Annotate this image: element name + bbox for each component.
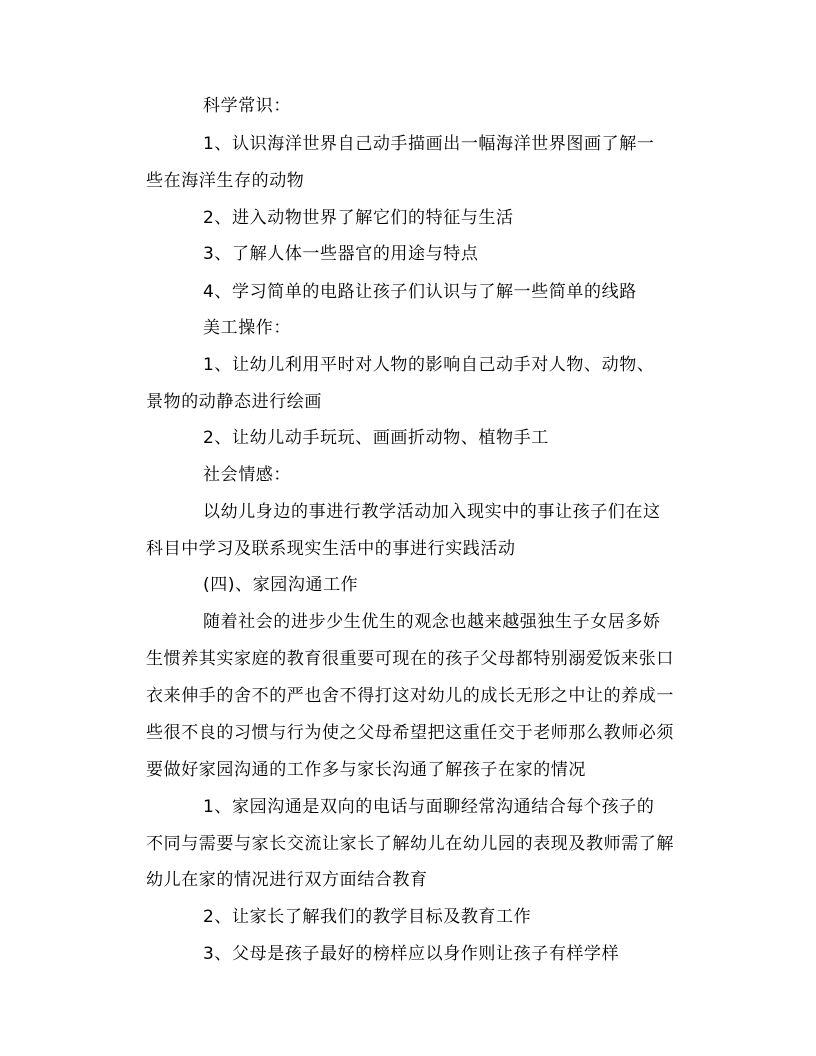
paragraph-line: 生惯养其实家庭的教育很重要可现在的孩子父母都特别溺爱饭来张口 — [146, 649, 674, 669]
paragraph-line: 些很不良的习惯与行为使之父母希望把这重任交于老师那么教师必须 — [146, 723, 674, 743]
paragraph-line: 科目中学习及联系现实生活中的事进行实践活动 — [146, 539, 516, 559]
paragraph-line: 不同与需要与家长交流让家长了解幼儿在幼儿园的表现及教师需了解 — [146, 834, 674, 854]
paragraph-line: 1、让幼儿利用平时对人物的影响自己动手对人物、动物、 — [203, 355, 655, 375]
paragraph-line: 幼儿在家的情况进行双方面结合教育 — [146, 870, 428, 890]
section-heading-art: 美工操作： — [203, 318, 291, 338]
paragraph-line: 要做好家园沟通的工作多与家长沟通了解孩子在家的情况 — [146, 760, 586, 780]
paragraph-line: 3、父母是孩子最好的榜样应以身作则让孩子有样学样 — [203, 944, 620, 964]
paragraph-line: 1、家园沟通是双向的电话与面聊经常沟通结合每个孩子的 — [203, 797, 655, 817]
paragraph-line: 4、学习简单的电路让孩子们认识与了解一些简单的线路 — [203, 282, 637, 302]
paragraph-line: 1、认识海洋世界自己动手描画出一幅海洋世界图画了解一 — [203, 134, 655, 154]
paragraph-line: 2、让家长了解我们的教学目标及教育工作 — [203, 907, 532, 927]
paragraph-line: 2、让幼儿动手玩玩、画画折动物、植物手工 — [203, 428, 549, 448]
section-heading-home-school: (四)、家园沟通工作 — [203, 575, 359, 595]
paragraph-line: 些在海洋生存的动物 — [146, 171, 305, 191]
section-heading-social: 社会情感： — [203, 465, 291, 485]
paragraph-line: 2、进入动物世界了解它们的特征与生活 — [203, 208, 514, 228]
paragraph-line: 随着社会的进步少生优生的观念也越来越强独生子女居多娇 — [203, 612, 661, 632]
paragraph-line: 以幼儿身边的事进行教学活动加入现实中的事让孩子们在这 — [203, 502, 661, 522]
section-heading-science: 科学常识： — [203, 96, 291, 116]
paragraph-line: 景物的动静态进行绘画 — [146, 392, 322, 412]
paragraph-line: 衣来伸手的舍不的严也舍不得打这对幼儿的成长无形之中让的养成一 — [146, 686, 674, 706]
paragraph-line: 3、了解人体一些器官的用途与特点 — [203, 244, 479, 264]
